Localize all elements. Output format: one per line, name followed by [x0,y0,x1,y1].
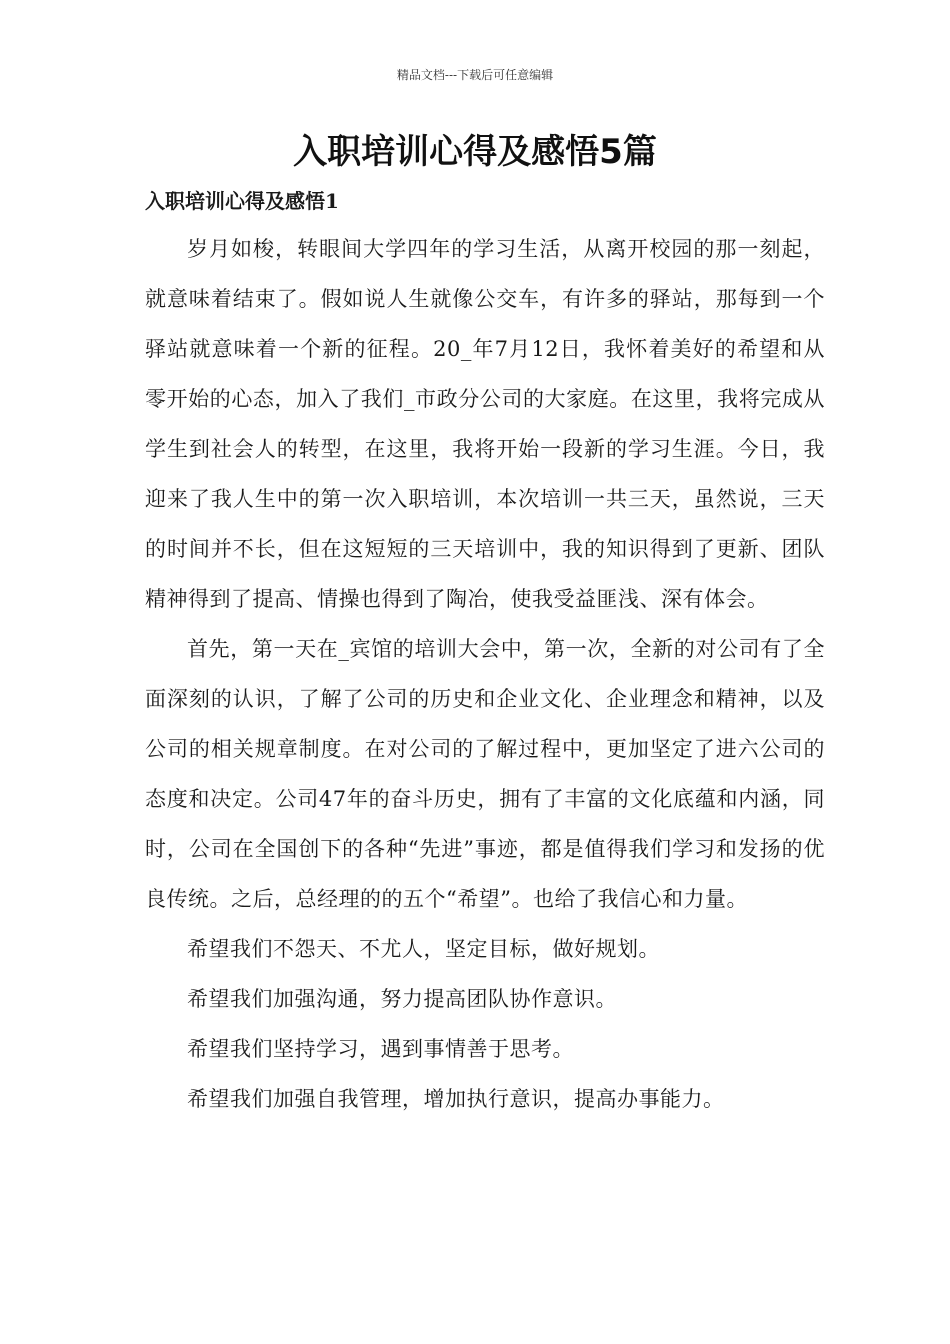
header-note: 精品文档---下载后可任意编辑 [396,68,554,82]
paragraph-6: 希望我们加强自我管理，增加执行意识，提高办事能力。 [187,1087,725,1111]
document-title: 入职培训心得及感悟5篇 [293,132,657,172]
paragraph-5: 希望我们坚持学习，遇到事情善于思考。 [187,1037,574,1061]
paragraph-1: 岁月如梭，转眼间大学四年的学习生活，从离开校园的那一刻起，就意味着结束了。假如说人生就像公交车，有许多的驿站，那每到一个驿站就意味着一个新的征程。20_年7月12日，我怀着美好的希望和从零开始的心态，加入了我们_市政分公司的大家庭。在这里，我将完成从学生到社会人的转型，在这里，我将开始一段新的学习生涯。今日，我迎来了我人生中的第一次入职培训，本次培训一共三天，虽然说，三天的时间并不长，但在这短短的三天培训中，我的知识得到了更新、团队精神得到了提高、情操也得到了陶冶，使我受益匪浅、深有体会。 [145,237,825,611]
paragraph-3: 希望我们不怨天、不尤人，坚定目标，做好规划。 [187,937,660,961]
body-text [145,224,825,1124]
paragraph-2: 首先，第一天在_宾馆的培训大会中，第一次，全新的对公司有了全面深刻的认识，了解了公司的历史和企业文化、企业理念和精神，以及公司的相关规章制度。在对公司的了解过程中，更加坚定了进六公司的态度和决定。公司47年的奋斗历史，拥有了丰富的文化底蕴和内涵，同时，公司在全国创下的各种“先进”事迹，都是值得我们学习和发扬的优良传统。之后，总经理的的五个“希望”。也给了我信心和力量。 [145,637,825,911]
paragraph-4: 希望我们加强沟通，努力提高团队协作意识。 [187,987,617,1011]
section-heading: 入职培训心得及感悟1 [145,189,339,213]
